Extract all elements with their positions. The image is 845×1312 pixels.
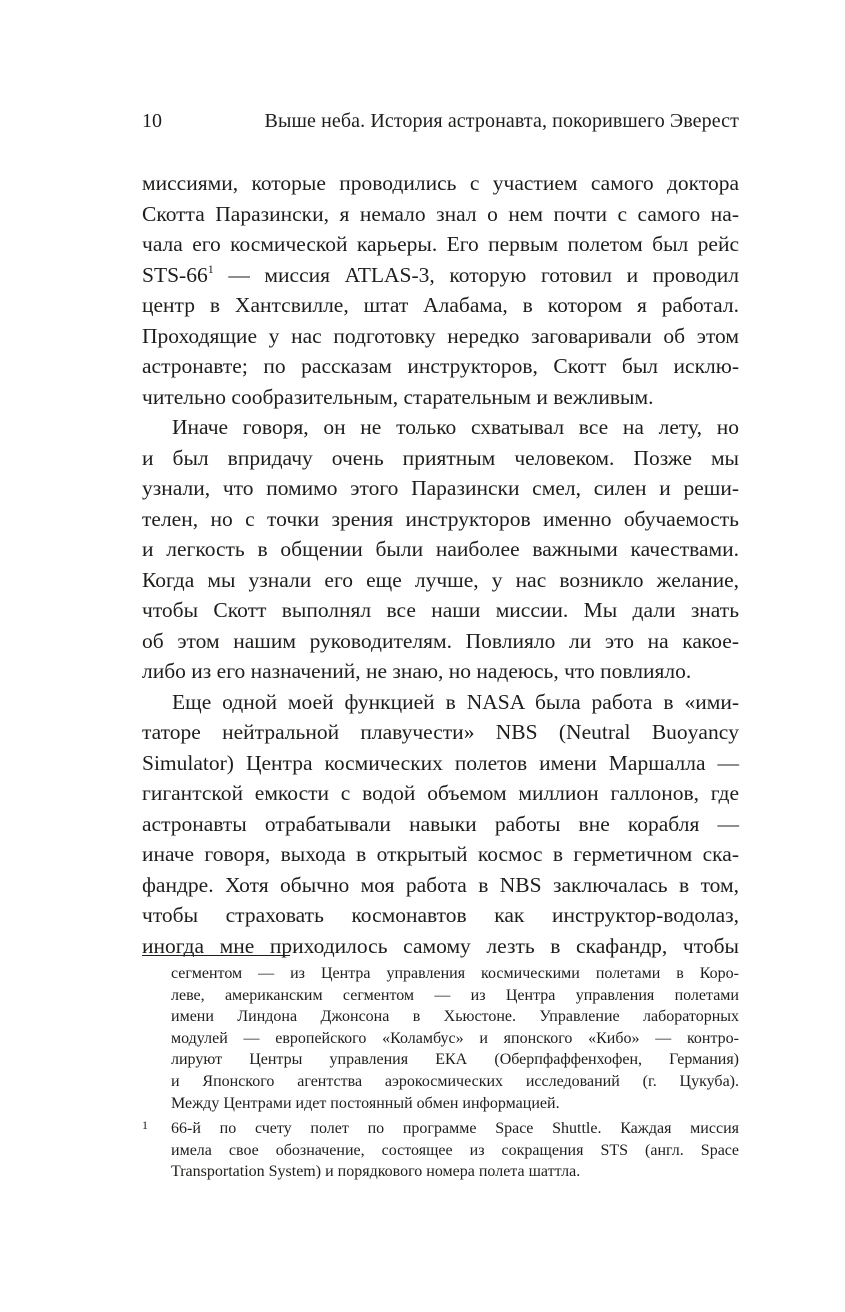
text-line: фандре. Хотя обычно моя работа в NBS заключалась в том, bbox=[142, 872, 739, 897]
footnote-number: 1 bbox=[142, 1118, 148, 1133]
footnote-reference[interactable]: 1 bbox=[207, 261, 214, 276]
text-line-with-footnote bbox=[142, 260, 739, 291]
footnote-line: Transportation System) и порядкового номера полета шаттла. bbox=[171, 1163, 581, 1181]
paragraph-3 bbox=[142, 687, 739, 962]
text-line: Проходящие у нас подготовку нередко заговаривали об этом bbox=[142, 323, 739, 348]
main-text bbox=[142, 168, 739, 961]
footnote-line: 66-й по счету полет по программе Space Shuttle. Каждая миссия bbox=[171, 1120, 739, 1138]
text-line: иногда мне приходилось самому лезть в скафандр, чтобы bbox=[142, 933, 739, 958]
footnote-line: модулей — европейского «Коламбус» и японского «Кибо» — контро- bbox=[171, 1029, 739, 1047]
text-line: чительно сообразительным, старательным и вежливым. bbox=[142, 384, 654, 409]
text-line: либо из его назначений, не знаю, но надеюсь, что повлияло. bbox=[142, 659, 692, 683]
text-fragment: STS-66 bbox=[142, 262, 208, 287]
footnote-1 bbox=[142, 1118, 739, 1183]
text-line: миссиями, которые проводились с участием самого доктора bbox=[142, 171, 739, 195]
text-line: таторе нейтральной плавучести» NBS (Neutral Buoyancy bbox=[142, 720, 739, 744]
footnote-line: сегментом — из Центра управления космическими полетами в Коро- bbox=[171, 965, 739, 982]
footnote-line: лируют Центры управления ЕКА (Оберпфаффенхофен, Германия) bbox=[171, 1051, 739, 1069]
text-line: гигантской емкости с водой объемом миллион галлонов, где bbox=[142, 781, 739, 805]
paragraph-1 bbox=[142, 168, 739, 412]
footnote-divider bbox=[142, 955, 290, 956]
text-fragment: — миссия ATLAS-3, которую готовил и проводил bbox=[213, 262, 739, 287]
text-line: и легкость в общении были наиболее важными качествами. bbox=[142, 537, 739, 561]
text-line: узнали, что помимо этого Паразински смел, силен и реши- bbox=[142, 476, 739, 500]
text-line: телен, но с точки зрения инструкторов именно обучаемость bbox=[142, 506, 739, 531]
text-line: Скотта Паразински, я немало знал о нем почти с самого на- bbox=[142, 201, 739, 226]
text-line: чтобы Скотт выполнял все наши миссии. Мы дали знать bbox=[142, 598, 739, 622]
text-line: об этом нашим руководителям. Повлияло ли это на какое- bbox=[142, 628, 739, 653]
text-line: астронавты отрабатывали навыки работы вне корабля — bbox=[142, 811, 739, 836]
text-line: центр в Хантсвилле, штат Алабама, в котором я работал. bbox=[142, 293, 739, 317]
footnote-line: имела свое обозначение, состоящее из сокращения STS (англ. Space bbox=[171, 1141, 739, 1159]
page-number: 10 bbox=[142, 110, 162, 132]
text-line: чтобы страховать космонавтов как инструктор-водолаз, bbox=[142, 903, 739, 927]
running-title: Выше неба. История астронавта, покорившего Эверест bbox=[264, 110, 739, 132]
text-line: и был впридачу очень приятным человеком. Позже мы bbox=[142, 445, 739, 470]
text-line: чала его космической карьеры. Его первым полетом был рейс bbox=[142, 232, 739, 256]
paragraph-2 bbox=[142, 412, 739, 687]
text-line: Когда мы узнали его еще лучше, у нас возникло желание, bbox=[142, 567, 739, 592]
text-line: Simulator) Центра космических полетов имени Маршалла — bbox=[142, 750, 739, 775]
text-line: иначе говоря, выхода в открытый космос в герметичном ска- bbox=[142, 842, 739, 866]
footnote-line: леве, американским сегментом — из Центра управления полетами bbox=[171, 986, 739, 1004]
text-line: Иначе говоря, он не только схватывал все на лету, но bbox=[172, 415, 739, 439]
footnote-continued bbox=[142, 963, 739, 1114]
footnote-line: имени Линдона Джонсона в Хьюстоне. Управление лабораторных bbox=[171, 1008, 739, 1026]
text-line: астронавте; по рассказам инструкторов, Скотт был исклю- bbox=[142, 354, 739, 378]
footnote-line: и Японского агентства аэрокосмических исследований (г. Цукуба). bbox=[171, 1072, 739, 1090]
text-line: Еще одной моей функцией в NASA была работа в «ими- bbox=[172, 689, 739, 714]
footnotes bbox=[142, 963, 739, 1183]
footnote-line: Между Центрами идет постоянный обмен информацией. bbox=[171, 1094, 560, 1112]
